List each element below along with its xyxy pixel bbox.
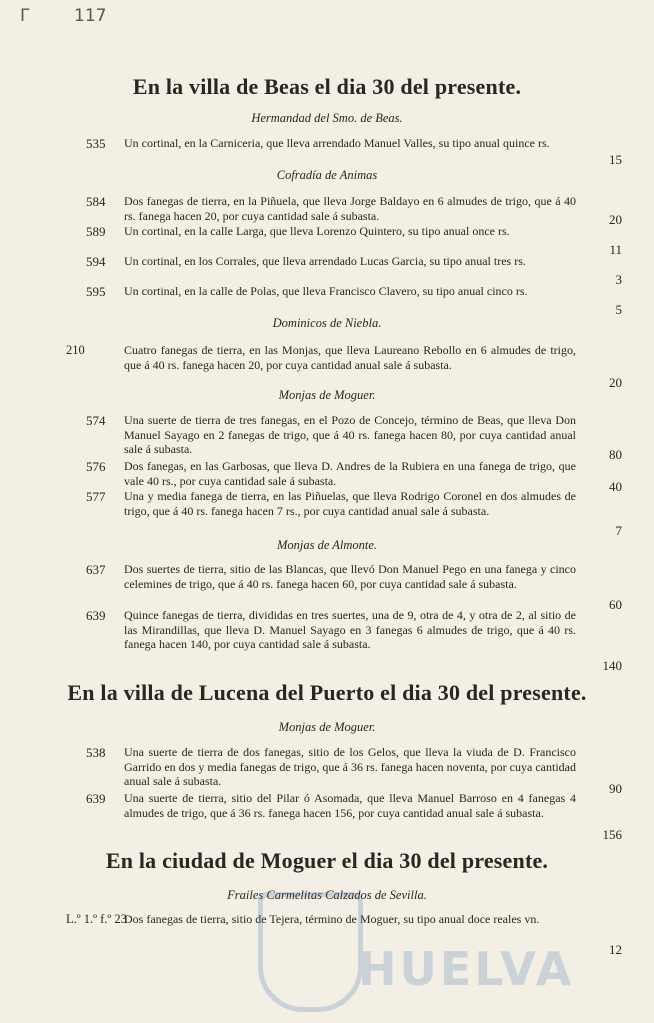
entry-number: 594 — [86, 254, 106, 269]
section-title-lucena: En la villa de Lucena del Puerto el dia 30 del presente. — [67, 680, 587, 705]
entry-amount: 156 — [602, 827, 622, 842]
entry-number: 210 — [66, 343, 85, 357]
entry-text: Dos suertes de tierra, sitio de las Blancas, que llevó Don Manuel Pego en una fanega y cinco celemines de trigo, que á 40 rs. fanega hacen 60, por cuya cantidad sale á subasta. — [124, 562, 576, 591]
entry-number: 535 — [86, 136, 106, 151]
entry-text: Cuatro fanegas de tierra, en las Monjas, que lleva Laureano Rebollo en 6 almudes de trigo, que á 40 rs. fanega hacen 20, por cuya cantidad anual sale á subasta. — [124, 343, 576, 372]
subheading-cofradia: Cofradía de Animas — [276, 168, 378, 182]
entry-number: 639 — [86, 791, 106, 806]
section-title-moguer: En la ciudad de Moguer el dia 30 del presente. — [105, 848, 549, 873]
entry-amount: 15 — [609, 152, 622, 167]
section-title-beas: En la villa de Beas el dia 30 del presente. — [132, 74, 522, 99]
entry-amount: 11 — [609, 242, 622, 257]
entry-amount: 5 — [615, 302, 622, 317]
entry-amount: 20 — [609, 375, 622, 390]
entry-number: 576 — [86, 459, 106, 474]
archive-watermark — [248, 892, 588, 1012]
subheading-hermandad: Hermandad del Smo. de Beas. — [251, 111, 403, 125]
entry-amount: 80 — [609, 447, 622, 462]
entry-number: 574 — [86, 413, 106, 428]
entry-text: Un cortinal, en los Corrales, que lleva arrendado Lucas Garcia, su tipo anual tres rs. — [124, 254, 526, 268]
entry-text: Una suerte de tierra, sitio del Pilar ó Asomada, que lleva Manuel Barroso en 4 fanegas 4 almudes de trigo, que á 36 rs. fanega hacen 156, por cuya cantidad anual sale á subasta. — [124, 791, 576, 820]
entry-amount: 40 — [609, 479, 622, 494]
entry-text: Una y media fanega de tierra, en las Piñuelas, que lleva Rodrigo Coronel en dos almudes de trigo, que á 40 rs. fanega hacen 7 rs., por cuya cantidad anual sale á subasta. — [124, 489, 576, 518]
entry-text: Un cortinal, en la calle Larga, que lleva Lorenzo Quintero, su tipo anual once rs. — [124, 224, 510, 238]
subheading-monjas-moguer-2: Monjas de Moguer. — [278, 720, 376, 734]
entry-text: Una suerte de tierra de dos fanegas, sitio de los Gelos, que lleva la viuda de D. Francisco Garrido en dos y media fanegas de trigo, que á 36 rs. fanega hacen noventa, por cuya cantidad anual sale á subasta. — [124, 745, 576, 789]
entry-number: 595 — [86, 284, 106, 299]
entry-number: 577 — [86, 489, 106, 504]
entry-number: 589 — [86, 224, 106, 239]
entry-text: Dos fanegas de tierra, sitio de Tejera, término de Moguer, su tipo anual doce reales vn. — [124, 912, 540, 926]
entry-amount: 7 — [615, 523, 622, 538]
subheading-dominicos: Dominicos de Niebla. — [272, 316, 382, 330]
subheading-monjas-moguer: Monjas de Moguer. — [278, 388, 376, 402]
corner-mark: Γ — [20, 6, 30, 26]
entry-text: Dos fanegas, en las Garbosas, que lleva D. Andres de la Rubiera en una fanega de trigo, que vale 40 rs., por cuya cantidad sale á subasta. — [124, 459, 576, 488]
entry-number: 538 — [86, 745, 106, 760]
watermark-text: HUELVA — [358, 942, 575, 996]
entry-text: Quince fanegas de tierra, divididas en tres suertes, una de 9, otra de 4, y otra de 2, al sitio de las Mirandillas, que lleva D. Manuel Sayago en 3 fanegas 6 almudes de trigo, que á 40 rs. fanega hacen 140, por cuya cantidad sale á subasta. — [124, 608, 576, 652]
entry-text: Una suerte de tierra de tres fanegas, en el Pozo de Concejo, término de Beas, que lleva Don Manuel Sayago en 2 fanegas de trigo, que á 40 rs. fanega hacen 80, por cuya cantidad anual sale á subasta. — [124, 413, 576, 457]
entry-number: 639 — [86, 608, 106, 623]
entry-number: 584 — [86, 194, 106, 209]
subheading-carmelitas: Frailes Carmelitas Calzados de Sevilla. — [227, 888, 427, 902]
entry-text: Dos fanegas de tierra, en la Piñuela, que lleva Jorge Baldayo en 6 almudes de trigo, que á 40 rs. fanega hacen 20, por cuya cantidad sale á subasta. — [124, 194, 576, 223]
entry-text: Un cortinal, en la calle de Polas, que lleva Francisco Clavero, su tipo anual cinco rs. — [124, 284, 528, 298]
subheading-monjas-almonte: Monjas de Almonte. — [276, 538, 378, 552]
entry-amount: 140 — [602, 658, 622, 673]
page-number: 117 — [74, 6, 107, 26]
entry-amount: 60 — [609, 597, 622, 612]
entry-amount: 12 — [609, 942, 622, 957]
entry-number: 637 — [86, 562, 106, 577]
entry-number: L.º 1.º f.º 23 — [66, 912, 127, 926]
entry-text: Un cortinal, en la Carniceria, que lleva arrendado Manuel Valles, su tipo anual quince rs. — [124, 136, 550, 150]
entry-amount: 20 — [609, 212, 622, 227]
shield-icon — [258, 892, 363, 1012]
entry-amount: 3 — [615, 272, 622, 287]
entry-amount: 90 — [609, 781, 622, 796]
